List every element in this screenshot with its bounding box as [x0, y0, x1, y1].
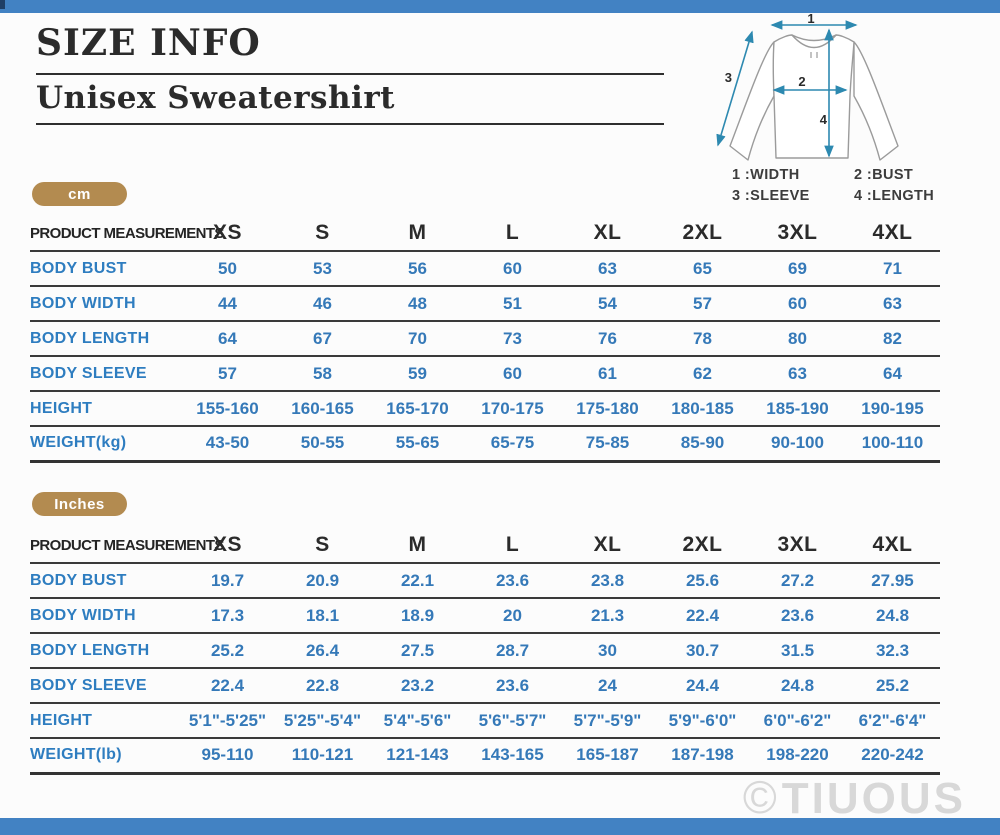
measurement-value: 63: [788, 363, 807, 383]
sleeve-arrow-label: 3: [724, 70, 732, 85]
row-label: HEIGHT: [30, 399, 93, 417]
measurement-value: 50: [218, 258, 237, 278]
measurement-value: 73: [503, 328, 522, 348]
measurement-value: 23.6: [495, 570, 530, 590]
measurement-value: 60: [788, 293, 807, 313]
measurement-value: 59: [408, 363, 427, 383]
row-label: BODY SLEEVE: [30, 364, 147, 382]
measurement-row: [30, 703, 940, 738]
measurement-value: 175-180: [576, 398, 639, 418]
measurement-value: 5'1"-5'25": [188, 710, 267, 730]
inches-unit-badge: Inches: [32, 492, 127, 516]
measurement-row: [30, 633, 940, 668]
size-header-2xl: 2XL: [682, 221, 723, 244]
size-header-xl: XL: [593, 533, 622, 556]
sweatshirt-body-outline: [773, 35, 854, 158]
measurement-value: 31.5: [780, 640, 815, 660]
bust-arrow-label: 2: [798, 74, 806, 89]
measurement-value: 55-65: [395, 433, 440, 453]
measurement-value: 23.6: [495, 675, 530, 695]
measurement-row: [30, 738, 940, 773]
row-label: BODY BUST: [30, 571, 127, 589]
measurement-value: 17.3: [210, 605, 245, 625]
measurement-value: 80: [788, 328, 807, 348]
measurement-value: 5'25"-5'4": [283, 710, 362, 730]
row-label: WEIGHT(kg): [30, 434, 127, 452]
size-header-m: M: [408, 221, 427, 244]
measurement-value: 57: [218, 363, 237, 383]
watermark-text: TIUOUS: [781, 774, 966, 823]
measurement-value: 56: [408, 258, 427, 278]
measurement-value: 5'9"-6'0": [668, 710, 737, 730]
measurement-value: 65: [693, 258, 712, 278]
measurement-row: [30, 286, 940, 321]
size-header-xs: XS: [212, 533, 242, 556]
measurement-value: 58: [313, 363, 332, 383]
measurement-row: [30, 668, 940, 703]
measurement-value: 20: [503, 605, 522, 625]
size-header-m: M: [408, 533, 427, 556]
measurement-value: 6'2"-6'4": [858, 710, 927, 730]
measurement-value: 48: [408, 293, 427, 313]
measurement-value: 22.4: [210, 675, 245, 695]
measurement-value: 27.95: [871, 570, 914, 590]
size-header-s: S: [315, 533, 330, 556]
size-header-xl: XL: [593, 221, 622, 244]
page-subtitle: Unisex Sweatershirt: [36, 80, 395, 116]
measurement-value: 24.4: [685, 675, 720, 695]
measurement-value: 23.2: [400, 675, 435, 695]
copyright-icon: ©: [742, 771, 780, 823]
measurement-value: 64: [883, 363, 902, 383]
measurement-value: 6'0"-6'2": [763, 710, 832, 730]
measurement-row: [30, 563, 940, 598]
measurement-value: 20.9: [305, 570, 340, 590]
row-label: BODY WIDTH: [30, 294, 136, 312]
size-header-2xl: 2XL: [682, 533, 723, 556]
measurement-value: 85-90: [680, 433, 725, 453]
measurement-value: 21.3: [590, 605, 625, 625]
sweatshirt-diagram-svg: [690, 12, 948, 172]
measurement-value: 25.6: [685, 570, 720, 590]
measurement-value: 220-242: [861, 745, 924, 765]
measurement-value: 60: [503, 258, 522, 278]
measurement-value: 50-55: [300, 433, 345, 453]
measurement-value: 180-185: [671, 398, 734, 418]
measurement-value: 24.8: [875, 605, 910, 625]
measurement-value: 18.1: [305, 605, 340, 625]
corner-accent: [0, 0, 5, 9]
size-header-s: S: [315, 221, 330, 244]
row-label: BODY SLEEVE: [30, 676, 147, 694]
measurement-row: [30, 251, 940, 286]
measurement-value: 53: [313, 258, 332, 278]
row-label: BODY LENGTH: [30, 329, 150, 347]
legend-item: 1 :WIDTH: [732, 167, 800, 183]
measurement-row: [30, 426, 940, 461]
measurement-value: 165-187: [576, 745, 639, 765]
legend-item: 3 :SLEEVE: [732, 188, 810, 204]
measurement-value: 70: [408, 328, 427, 348]
size-header-4xl: 4XL: [872, 221, 913, 244]
inches-size-table: [30, 528, 940, 775]
product-measurements-label: PRODUCT MEASUREMENTS: [30, 536, 224, 554]
measurement-value: 26.4: [305, 640, 340, 660]
measurement-value: 30: [598, 640, 617, 660]
measurement-value: 24.8: [780, 675, 815, 695]
size-header-l: L: [505, 533, 520, 556]
measurement-value: 5'6"-5'7": [478, 710, 547, 730]
measurement-value: 160-165: [291, 398, 354, 418]
measurement-value: 67: [313, 328, 332, 348]
measurement-value: 43-50: [205, 433, 250, 453]
measurement-value: 65-75: [490, 433, 535, 453]
measurement-value: 28.7: [495, 640, 530, 660]
measurement-value: 54: [598, 293, 617, 313]
measurement-value: 22.4: [685, 605, 720, 625]
measurement-value: 110-121: [291, 745, 354, 765]
measurement-value: 78: [693, 328, 712, 348]
length-arrow-label: 4: [819, 112, 827, 127]
measurement-value: 76: [598, 328, 617, 348]
row-label: BODY LENGTH: [30, 641, 150, 659]
measurement-value: 32.3: [875, 640, 910, 660]
measurement-value: 155-160: [196, 398, 259, 418]
legend-item: 4 :LENGTH: [854, 188, 935, 204]
measurement-value: 57: [693, 293, 712, 313]
measurement-row: [30, 391, 940, 426]
right-sleeve: [854, 42, 898, 160]
row-label: WEIGHT(lb): [30, 746, 122, 764]
measurement-value: 27.5: [400, 640, 435, 660]
title-block: [36, 22, 666, 125]
measurement-value: 185-190: [766, 398, 829, 418]
subtitle-divider: [36, 123, 664, 125]
measurement-value: 51: [503, 293, 522, 313]
measurement-legend: [732, 167, 934, 204]
measurement-value: 25.2: [875, 675, 910, 695]
sweatshirt-diagram: [690, 12, 948, 172]
row-label: BODY WIDTH: [30, 606, 136, 624]
measurement-value: 30.7: [685, 640, 720, 660]
measurement-value: 198-220: [766, 745, 829, 765]
row-label: HEIGHT: [30, 711, 93, 729]
measurement-value: 63: [883, 293, 902, 313]
measurement-value: 24: [598, 675, 617, 695]
measurement-value: 22.8: [305, 675, 340, 695]
measurement-value: 64: [218, 328, 237, 348]
measurement-value: 60: [503, 363, 522, 383]
width-arrow-label: 1: [807, 12, 815, 26]
measurement-value: 61: [598, 363, 617, 383]
measurement-value: 143-165: [481, 745, 544, 765]
size-header-l: L: [505, 221, 520, 244]
row-label: BODY BUST: [30, 259, 127, 277]
measurement-value: 190-195: [861, 398, 924, 418]
measurement-value: 69: [788, 258, 807, 278]
measurement-value: 95-110: [201, 745, 254, 765]
size-header-4xl: 4XL: [872, 533, 913, 556]
measurement-value: 121-143: [386, 745, 449, 765]
cm-unit-badge: cm: [32, 182, 127, 206]
measurement-value: 44: [218, 293, 237, 313]
measurement-value: 18.9: [400, 605, 435, 625]
measurement-value: 71: [883, 258, 902, 278]
measurement-row: [30, 598, 940, 633]
watermark: [742, 771, 966, 823]
measurement-value: 23.8: [590, 570, 625, 590]
measurement-value: 46: [313, 293, 332, 313]
measurement-value: 62: [693, 363, 712, 383]
measurement-value: 23.6: [780, 605, 815, 625]
measurement-value: 5'4"-5'6": [383, 710, 452, 730]
size-header-3xl: 3XL: [777, 221, 818, 244]
legend-item: 2 :BUST: [854, 167, 914, 183]
measurement-value: 25.2: [210, 640, 245, 660]
left-sleeve: [730, 42, 774, 160]
measurement-value: 22.1: [400, 570, 435, 590]
size-header-3xl: 3XL: [777, 533, 818, 556]
measurement-value: 100-110: [861, 433, 924, 453]
measurement-value: 5'7"-5'9": [573, 710, 642, 730]
measurement-value: 187-198: [671, 745, 734, 765]
size-header-xs: XS: [212, 221, 242, 244]
measurement-value: 27.2: [780, 570, 815, 590]
measurement-value: 19.7: [210, 570, 245, 590]
measurement-value: 82: [883, 328, 902, 348]
measurement-value: 165-170: [386, 398, 449, 418]
measurement-row: [30, 321, 940, 356]
page-title: SIZE INFO: [36, 22, 261, 64]
measurement-value: 63: [598, 258, 617, 278]
measurement-row: [30, 356, 940, 391]
cm-size-table: [30, 216, 940, 463]
measurement-value: 90-100: [771, 433, 824, 453]
measurement-value: 75-85: [585, 433, 630, 453]
product-measurements-label: PRODUCT MEASUREMENTS: [30, 224, 224, 242]
measurement-value: 170-175: [481, 398, 544, 418]
